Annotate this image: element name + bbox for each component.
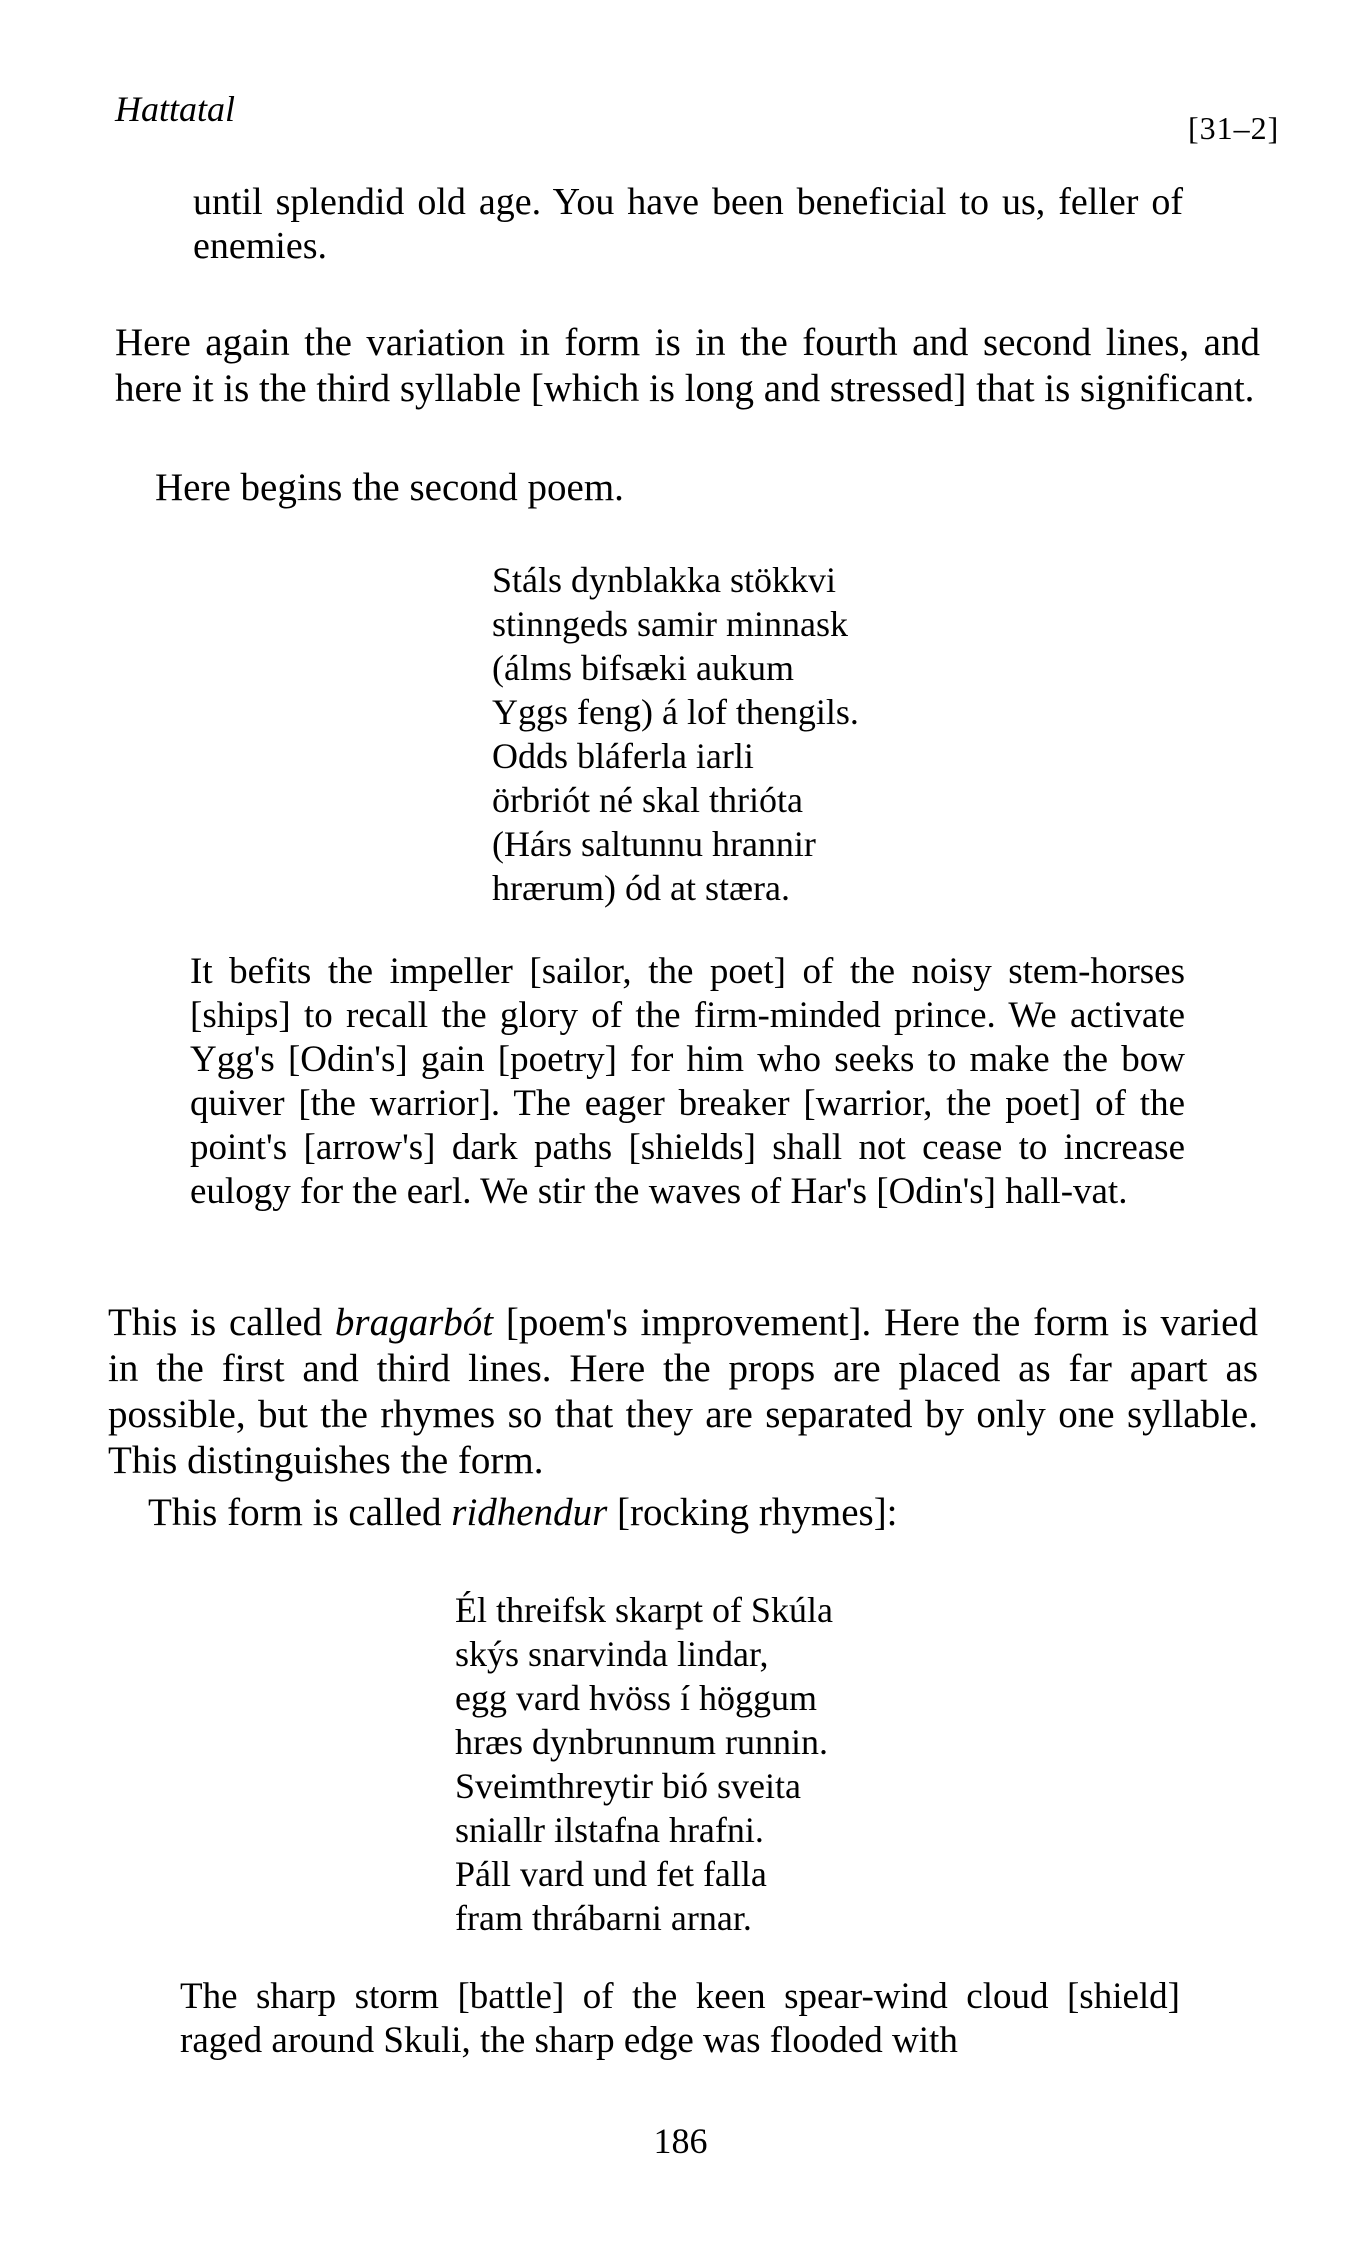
verse-line: hræs dynbrunnum runnin. — [455, 1722, 828, 1762]
continued-translation: until splendid old age. You have been beneficial to us, feller of enemies. — [193, 181, 1183, 267]
commentary-paragraph-3: This is called bragarbót [poem's improvement]. Here the form is varied in the first and third lines. Here the props are placed as far apart as possible, but the rhymes so that they are separated by only one syllable. This distinguishes the form. — [108, 1301, 1258, 1482]
verse-line: stinngeds samir minnask — [492, 604, 848, 644]
stanza-32 — [455, 1588, 833, 1940]
verse-line: Stáls dynblakka stökkvi — [492, 560, 836, 600]
verse-line: egg vard hvöss í höggum — [455, 1678, 817, 1718]
stanza-31 — [492, 558, 859, 910]
commentary-paragraph-2: Here begins the second poem. — [155, 466, 624, 509]
verse-line: sniallr ilstafna hrafni. — [455, 1810, 764, 1850]
verse-line: (álms bifsæki aukum — [492, 648, 794, 688]
verse-line: Odds bláferla iarli — [492, 736, 754, 776]
verse-line: hrærum) ód at stæra. — [492, 868, 790, 908]
verse-line: Páll vard und fet falla — [455, 1854, 767, 1894]
page-number: 186 — [653, 2121, 708, 2161]
verse-line: Yggs feng) á lof thengils. — [492, 692, 859, 732]
verse-line: Él threifsk skarpt of Skúla — [455, 1590, 833, 1630]
verse-line: fram thrábarni arnar. — [455, 1898, 752, 1938]
running-title: Hattatal — [115, 89, 236, 129]
verse-line: skýs snarvinda lindar, — [455, 1634, 769, 1674]
commentary-paragraph-1: Here again the variation in form is in the fourth and second lines, and here it is the third syllable [which is long and stressed] that is significant. — [115, 321, 1260, 410]
stanza-31-translation: It befits the impeller [sailor, the poet] of the noisy stem-horses [ships] to recall the glory of the firm-minded prince. We activate Ygg's [Odin's] gain [poetry] for him who seeks to make the bow quiver [the warrior]. The eager breaker [warrior, the poet] of the point's [arrow's] dark paths [shields] shall not cease to increase eulogy for the earl. We stir the waves of Har's [Odin's] hall-vat. — [190, 951, 1185, 1212]
commentary-paragraph-4: This form is called ridhendur [rocking rhymes]: — [148, 1491, 898, 1534]
section-range: [31–2] — [1188, 110, 1280, 146]
verse-line: örbriót né skal thrióta — [492, 780, 803, 820]
stanza-32-translation: The sharp storm [battle] of the keen spear-wind cloud [shield] raged around Skuli, the sharp edge was flooded with — [180, 1976, 1180, 2061]
verse-line: (Hárs saltunnu hrannir — [492, 824, 816, 864]
verse-line: Sveimthreytir bió sveita — [455, 1766, 801, 1806]
